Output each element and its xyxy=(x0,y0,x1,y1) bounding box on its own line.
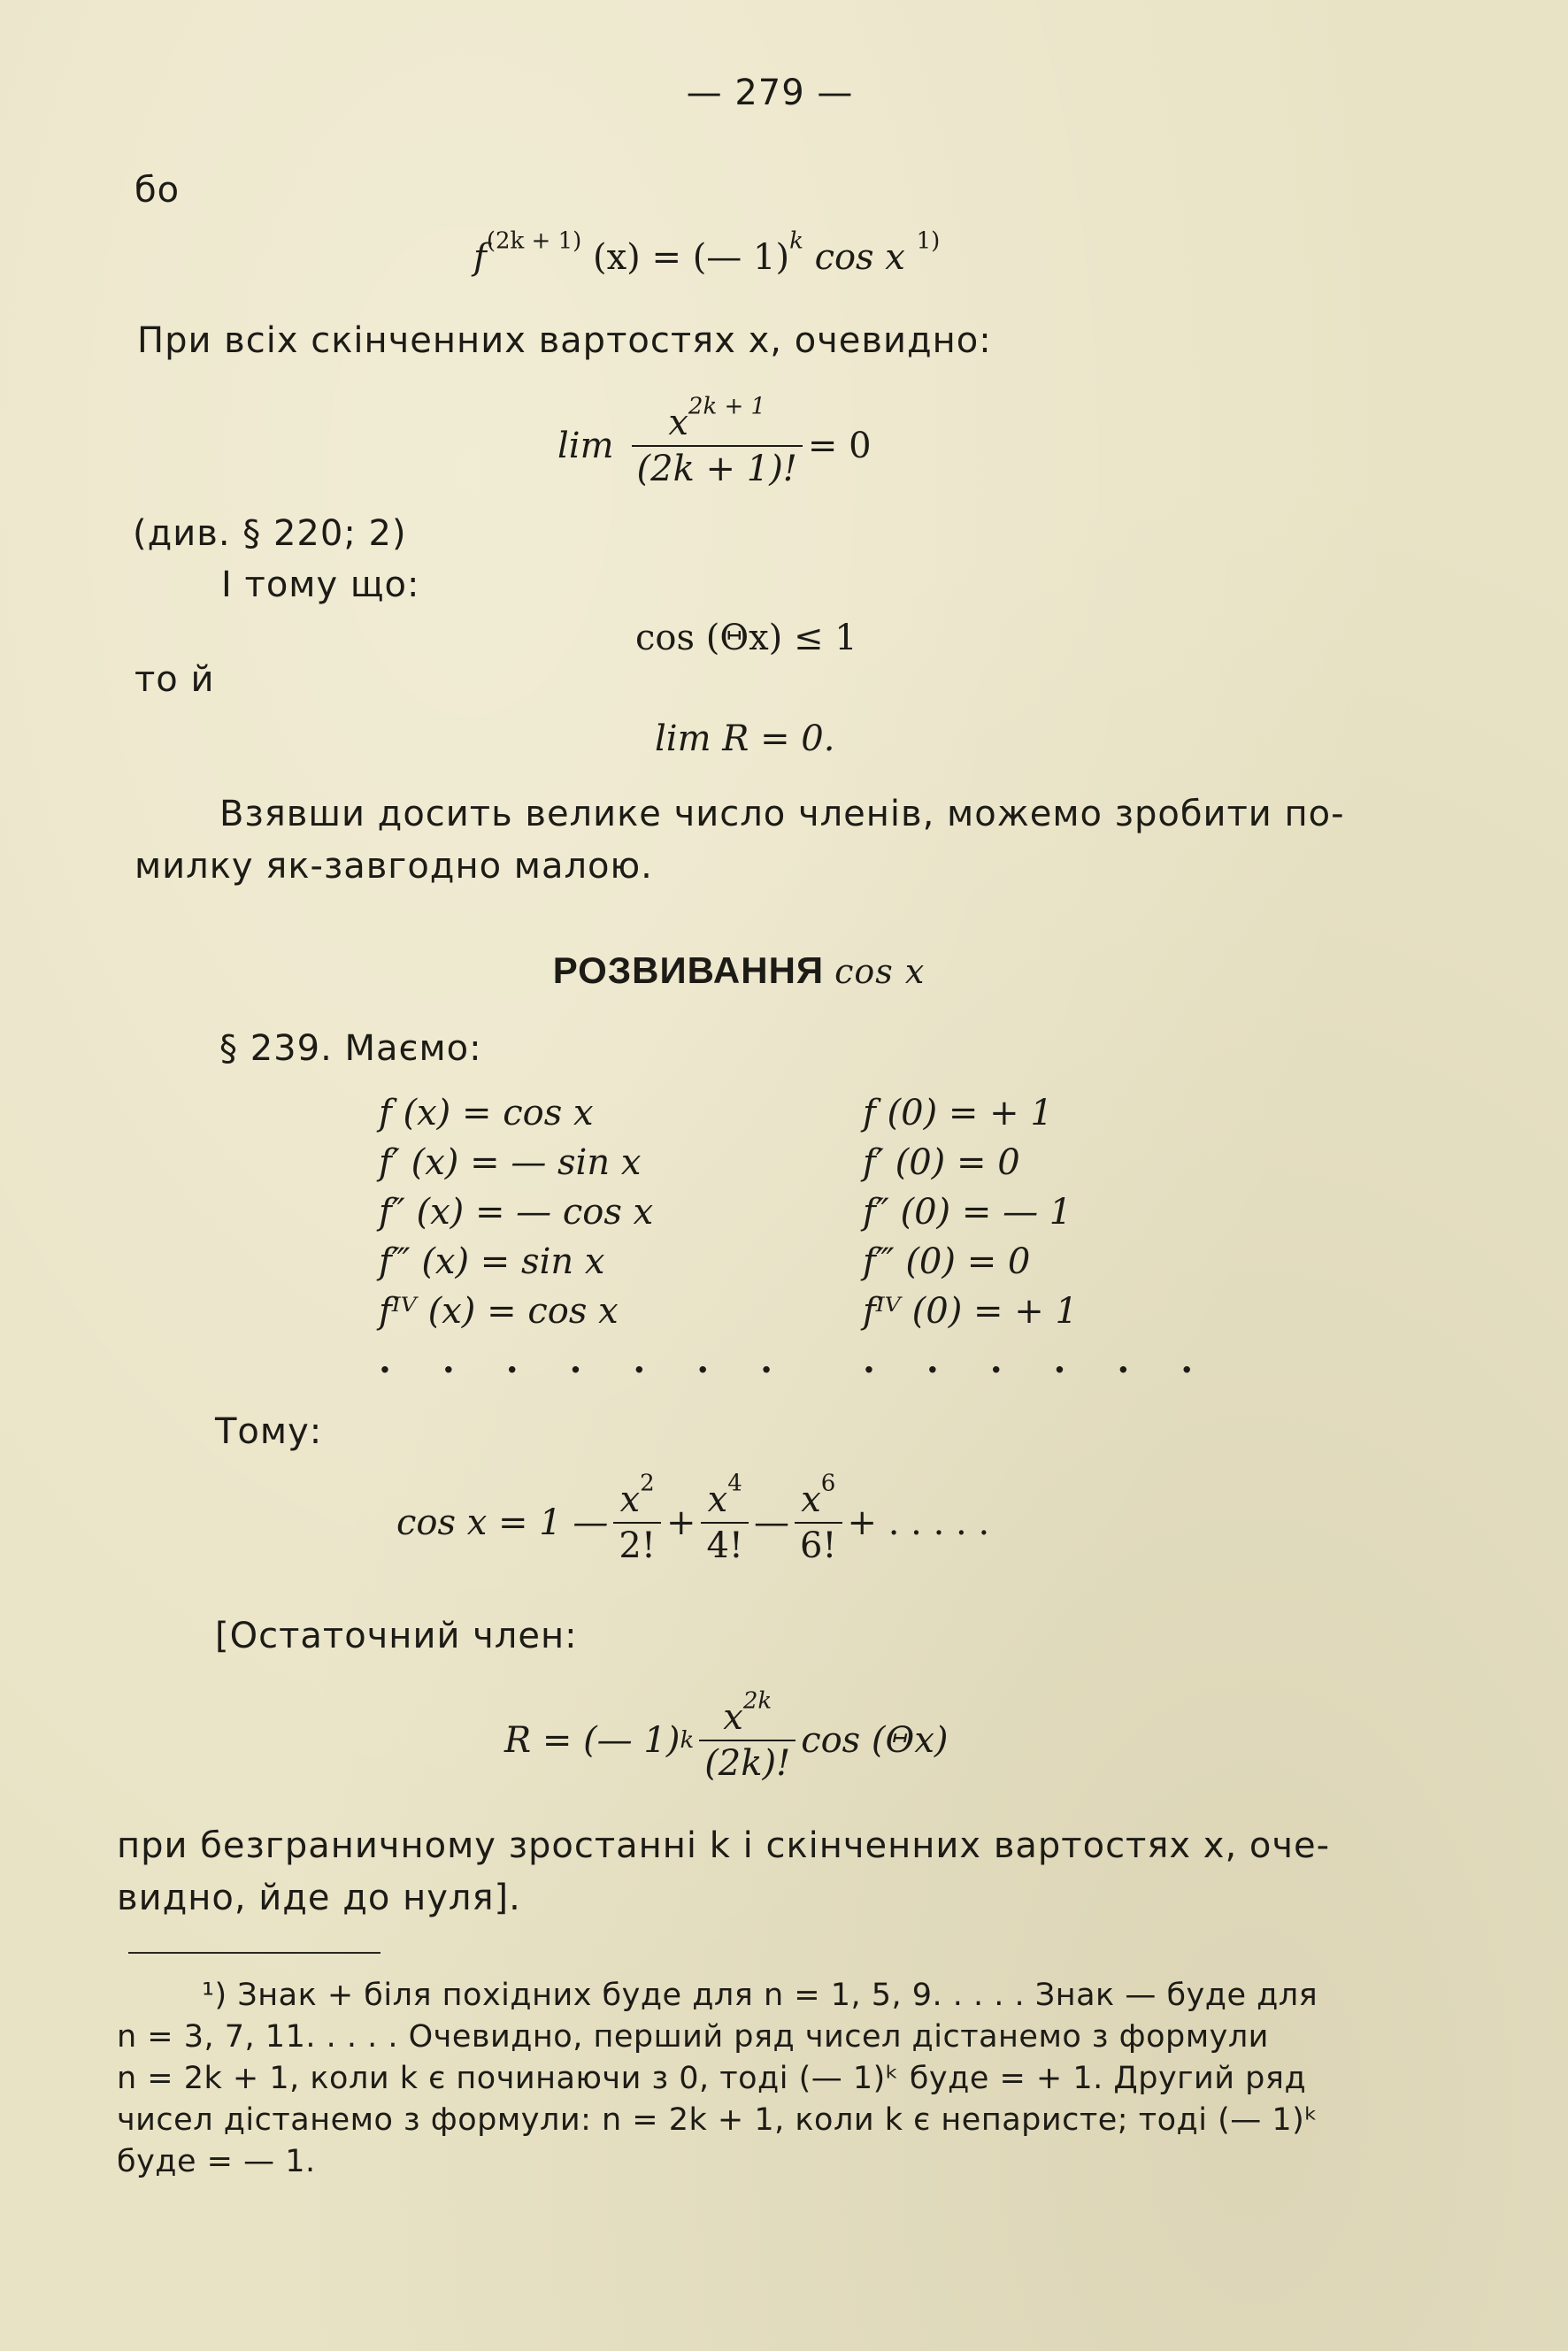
series-t2-den: 4! xyxy=(701,1522,749,1566)
R-den: (2k)! xyxy=(699,1740,796,1784)
R-lhs: R = (— 1) xyxy=(504,1720,680,1761)
section-title: РОЗВИВАННЯ xyxy=(552,949,825,991)
derivative-left-dots: . . . . . . . xyxy=(379,1340,793,1381)
footnote-line: n = 3, 7, 11. . . . . Очевидно, перший ряд чисел дістанемо з формули xyxy=(117,2019,1269,2055)
series-t1-exp: 2 xyxy=(640,1470,655,1497)
series-t3-den: 6! xyxy=(795,1522,842,1566)
derivative-right-row: f″ (0) = — 1 xyxy=(863,1192,1072,1233)
footnote-separator xyxy=(128,1952,380,1954)
formula-remainder: R = (— 1) k $\frac{x^{2k}}{(2k)!}$ cos (Θx) xyxy=(504,1687,949,1784)
footnote-line: чисел дістанемо з формули: n = 2k + 1, коли k є непаристе; тоді (— 1)ᵏ xyxy=(117,2102,1318,2138)
series-plus-1: + xyxy=(665,1502,696,1543)
formula-cos-series xyxy=(396,1470,990,1566)
series-t1-den: 2! xyxy=(613,1522,661,1566)
formula-lim-R: lim R = 0. xyxy=(655,718,835,759)
derivative-left-row: fᴵⱽ (x) = cos x xyxy=(379,1291,619,1332)
series-term-3 xyxy=(795,1470,842,1566)
series-tail: + . . . . . xyxy=(847,1502,990,1543)
deriv-order: (2k + 1) xyxy=(486,227,582,255)
deriv-rhs-exp: k xyxy=(789,227,803,255)
deriv-rhs: (x) = (— 1) xyxy=(592,237,790,278)
derivative-right-row: fᴵⱽ (0) = + 1 xyxy=(863,1291,1078,1332)
page-number: — 279 — xyxy=(686,73,854,113)
formula-derivative xyxy=(473,227,941,278)
deriv-footnote-mark: 1) xyxy=(916,227,941,255)
lim-fraction xyxy=(632,393,803,489)
series-lhs: cos x = 1 — xyxy=(396,1502,609,1543)
series-t2-exp: 4 xyxy=(727,1470,742,1497)
footnote-line: n = 2k + 1, коли k є починаючи з 0, тоді (— 1)ᵏ буде = + 1. Другий ряд xyxy=(117,2061,1307,2096)
derivative-right-row: f (0) = + 1 xyxy=(863,1093,1053,1133)
derivatives-right-column xyxy=(863,1088,1212,1386)
formula-limit xyxy=(557,393,872,489)
R-num-exp: 2k xyxy=(742,1687,772,1715)
series-t3-num: x xyxy=(801,1479,821,1520)
derivative-right-row: f‴ (0) = 0 xyxy=(863,1241,1031,1282)
derivative-right-row: f′ (0) = 0 xyxy=(863,1142,1020,1183)
para-terms-line1: Взявши досить велике число членів, можемо зробити по- xyxy=(219,794,1345,834)
derivative-left-row: f (x) = cos x xyxy=(379,1093,594,1133)
formula-cos-ineq: cos (Θx) ≤ 1 xyxy=(635,618,857,658)
lim-num: x xyxy=(668,403,688,443)
derivative-left-row: f‴ (x) = sin x xyxy=(379,1241,605,1282)
series-minus: — xyxy=(753,1502,789,1543)
series-t2-num: x xyxy=(707,1479,728,1520)
derivatives-left-column xyxy=(379,1088,792,1386)
series-t3-exp: 6 xyxy=(820,1470,836,1497)
text-remainder-intro: [Остаточний член: xyxy=(215,1616,578,1656)
derivative-left-row: f″ (x) = — cos x xyxy=(379,1192,654,1233)
text-when-finite: При всіх скінченних вартостях x, очевидно: xyxy=(137,320,992,361)
footnote-line: ¹) Знак + біля похідних буде для n = 1, 5, 9. . . . . Знак — буде для xyxy=(202,1978,1318,2013)
R-fraction xyxy=(699,1687,796,1784)
R-tail: cos (Θx) xyxy=(801,1720,949,1761)
section-intro: § 239. Маємо: xyxy=(219,1028,482,1069)
lim-label: lim xyxy=(557,426,614,466)
footnote-line: буде = — 1. xyxy=(117,2144,316,2179)
deriv-f: f xyxy=(473,237,487,278)
lim-den: (2k + 1)! xyxy=(632,445,803,489)
section-heading xyxy=(553,949,926,992)
deriv-rhs-cos: cos x xyxy=(814,237,905,278)
text-therefore: Тому: xyxy=(215,1411,323,1452)
series-term-2 xyxy=(701,1470,749,1566)
para-zero-line1: при безграничному зростанні k і скінченних вартостях x, оче- xyxy=(117,1825,1331,1866)
lim-num-exp: 2k + 1 xyxy=(688,393,766,420)
footnote xyxy=(117,1975,1318,2183)
text-then-also: то й xyxy=(135,659,215,700)
lim-rhs: = 0 xyxy=(807,426,872,466)
para-zero-line2: видно, йде до нуля]. xyxy=(117,1878,521,1918)
series-t1-num: x xyxy=(619,1479,641,1520)
derivative-right-dots: . . . . . . xyxy=(863,1340,1213,1381)
text-and-since: І тому що: xyxy=(221,565,420,605)
R-num: x xyxy=(723,1697,743,1738)
section-var: cos x xyxy=(834,952,926,991)
series-term-1 xyxy=(613,1470,661,1566)
text-bo: бо xyxy=(135,170,181,211)
text-see-ref: (див. § 220; 2) xyxy=(133,513,407,554)
para-terms-line2: милку як-завгодно малою. xyxy=(135,846,653,887)
derivative-left-row: f′ (x) = — sin x xyxy=(379,1142,642,1183)
